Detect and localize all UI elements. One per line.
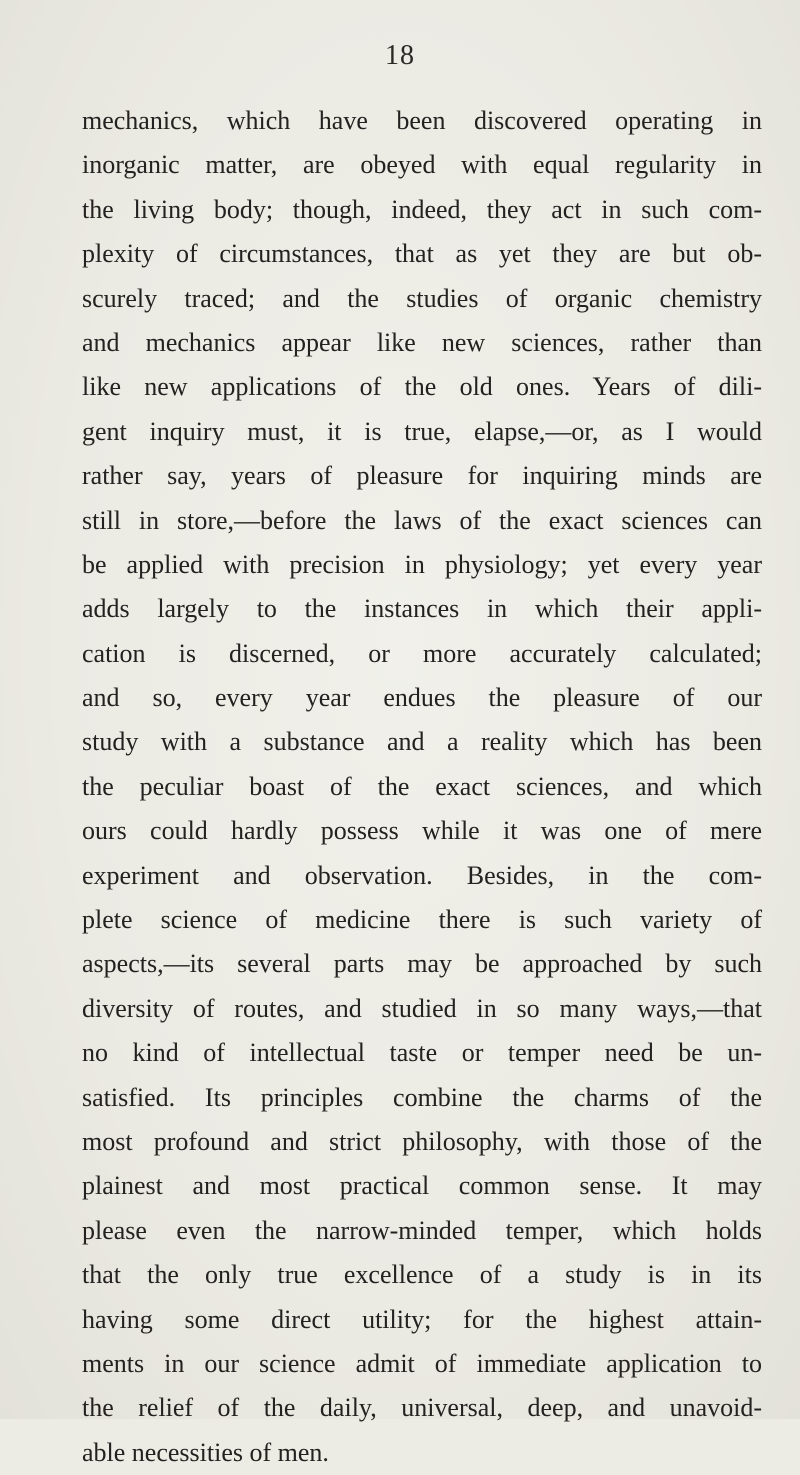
text-line: still in store,—before the laws of the exact sciences can [82,505,762,535]
text-line: aspects,—its several parts may be approached by such [82,949,762,979]
text-line: inorganic matter, are obeyed with equal regularity in [82,150,762,180]
text-line: ments in our science admit of immediate application to [82,1348,762,1378]
text-line: mechanics, which have been discovered operating in [82,106,762,135]
text-line: gent inquiry must, it is true, elapse,—or, as I would [82,416,762,446]
text-line: that the only true excellence of a study is in its [82,1260,762,1290]
text-line: no kind of intellectual taste or temper need be un- [82,1038,762,1068]
page-number: 18 [385,40,415,71]
text-line: cation is discerned, or more accurately calculated; [82,638,762,668]
text-line: please even the narrow-minded temper, which holds [82,1215,762,1245]
text-line: having some direct utility; for the highest attain- [82,1304,762,1334]
text-line: plexity of circumstances, that as yet they are but ob- [82,239,762,269]
text-line: satisfied. Its principles combine the charms of the [82,1082,762,1112]
text-line: like new applications of the old ones. Years of dili- [82,372,762,402]
text-line: the living body; though, indeed, they act in such com- [82,194,762,224]
text-line: rather say, years of pleasure for inquiring minds are [82,461,762,491]
text-line: and mechanics appear like new sciences, rather than [82,327,762,357]
text-line: adds largely to the instances in which their appli- [82,594,762,624]
body-paragraph [82,99,762,1475]
text-line: ours could hardly possess while it was one of mere [82,816,762,846]
text-line: the peculiar boast of the exact sciences, and which [82,771,762,801]
text-line: plainest and most practical common sense. It may [82,1171,762,1201]
text-line: study with a substance and a reality which has been [82,727,762,757]
text-line: and so, every year endues the pleasure of our [82,683,762,713]
text-line: plete science of medicine there is such variety of [82,905,762,935]
text-line: diversity of routes, and studied in so many ways,—that [82,993,762,1023]
text-line: the relief of the daily, universal, deep, and unavoid- [82,1393,762,1423]
text-line: scurely traced; and the studies of organic chemistry [82,283,762,313]
text-line: experiment and observation. Besides, in the com- [82,860,762,890]
text-line: be applied with precision in physiology; yet every year [82,549,762,579]
text-line: able necessities of men. [82,1437,329,1467]
text-line: most profound and strict philosophy, with those of the [82,1126,762,1156]
